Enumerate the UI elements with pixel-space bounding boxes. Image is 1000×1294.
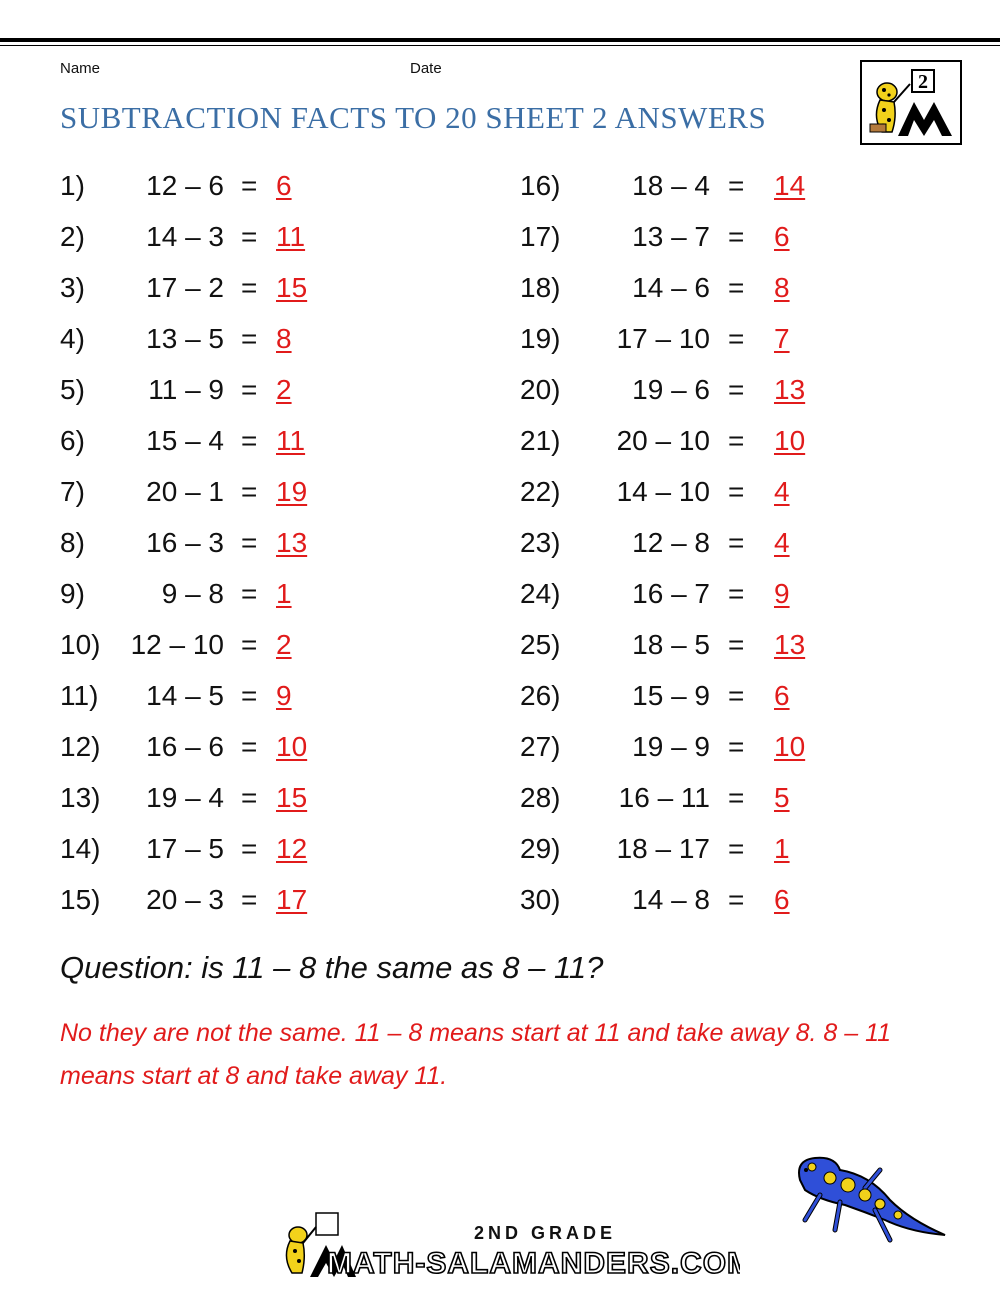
equals-sign: = (241, 476, 258, 507)
equals-sign: = (728, 221, 745, 252)
problem-number: 17) (520, 221, 561, 252)
equals-sign: = (728, 425, 745, 456)
problem-row (0, 778, 1000, 818)
problem-expression: 19 – 9 (632, 731, 710, 762)
problem-number: 12) (60, 731, 101, 762)
equals-sign: = (728, 884, 745, 915)
footer-site-text: MATH-SALAMANDERS.COM (326, 1247, 740, 1280)
footer-logo-art (270, 1205, 740, 1285)
problem-expression: 12 – 8 (632, 527, 710, 558)
problem-answer: 8 (774, 272, 790, 303)
problem-number: 7) (60, 476, 85, 507)
equals-sign: = (728, 833, 745, 864)
problem-answer: 9 (774, 578, 790, 609)
problem-answer: 7 (774, 323, 790, 354)
equals-sign: = (241, 884, 258, 915)
problem-row (0, 319, 1000, 359)
equals-sign: = (728, 731, 745, 762)
equals-sign: = (241, 527, 258, 558)
problem-number: 29) (520, 833, 561, 864)
problem-number: 1) (60, 170, 85, 201)
equals-sign: = (241, 170, 258, 201)
problem-expression: 19 – 4 (146, 782, 224, 813)
problem-answer: 13 (774, 629, 806, 660)
problem-answer: 14 (774, 170, 806, 201)
equals-sign: = (241, 374, 258, 405)
salamander-illustration (780, 1140, 950, 1250)
name-label: Name (60, 60, 101, 77)
problem-row (0, 829, 1000, 869)
problem-expression: 19 – 6 (632, 374, 710, 405)
problem-answer: 10 (276, 731, 308, 762)
equals-sign: = (241, 272, 258, 303)
problem-number: 16) (520, 170, 561, 201)
problem-expression: 14 – 6 (632, 272, 710, 303)
equals-sign: = (241, 833, 258, 864)
problem-number: 5) (60, 374, 85, 405)
problem-row (0, 676, 1000, 716)
problem-number: 14) (60, 833, 101, 864)
problem-answer: 2 (276, 629, 292, 660)
top-rule (0, 38, 1000, 42)
problem-expression: 18 – 4 (632, 170, 710, 201)
problem-answer: 2 (276, 374, 292, 405)
problem-expression: 16 – 11 (618, 782, 710, 813)
problem-row (0, 880, 1000, 920)
problem-number: 6) (60, 425, 85, 456)
equals-sign: = (728, 782, 745, 813)
problem-answer: 10 (774, 425, 806, 456)
problem-number: 25) (520, 629, 561, 660)
problem-number: 20) (520, 374, 561, 405)
problem-number: 27) (520, 731, 561, 762)
date-label: Date (410, 60, 442, 77)
problem-expression: 17 – 2 (146, 272, 224, 303)
problem-number: 22) (520, 476, 561, 507)
problem-answer: 1 (276, 578, 292, 609)
problem-row (0, 217, 1000, 257)
problem-answer: 1 (774, 833, 790, 864)
problem-expression: 11 – 9 (148, 374, 224, 405)
problem-answer: 17 (276, 884, 308, 915)
problem-answer: 6 (774, 221, 790, 252)
equals-sign: = (241, 578, 258, 609)
problem-expression: 16 – 3 (146, 527, 224, 558)
problem-expression: 14 – 5 (146, 680, 224, 711)
grade-logo (860, 60, 962, 145)
problem-number: 3) (60, 272, 85, 303)
top-rule-thin (0, 45, 1000, 46)
problem-expression: 14 – 8 (632, 884, 710, 915)
problem-row (0, 166, 1000, 206)
equals-sign: = (728, 170, 745, 201)
question-text: Question: is 11 – 8 the same as 8 – 11? (60, 950, 604, 985)
problem-number: 11) (60, 680, 99, 711)
problem-row (0, 268, 1000, 308)
problem-answer: 5 (774, 782, 790, 813)
equals-sign: = (728, 272, 745, 303)
equals-sign: = (728, 374, 745, 405)
problem-expression: 17 – 10 (616, 323, 710, 354)
problem-expression: 18 – 5 (632, 629, 710, 660)
problem-number: 2) (60, 221, 85, 252)
worksheet-title: SUBTRACTION FACTS TO 20 SHEET 2 ANSWERS (60, 100, 767, 135)
problem-expression: 14 – 10 (616, 476, 710, 507)
equals-sign: = (241, 425, 258, 456)
problem-answer: 13 (774, 374, 806, 405)
problem-number: 26) (520, 680, 561, 711)
problem-row (0, 727, 1000, 767)
problem-expression: 16 – 7 (632, 578, 710, 609)
problem-number: 18) (520, 272, 561, 303)
footer-grade-text: 2ND GRADE (473, 1223, 617, 1243)
problem-number: 10) (60, 629, 101, 660)
problem-answer: 11 (276, 425, 306, 456)
equals-sign: = (241, 782, 258, 813)
problem-number: 30) (520, 884, 561, 915)
problem-row (0, 625, 1000, 665)
grade-logo-art (862, 62, 960, 143)
problem-expression: 12 – 10 (130, 629, 224, 660)
equals-sign: = (728, 323, 745, 354)
equals-sign: = (241, 629, 258, 660)
problem-expression: 14 – 3 (146, 221, 224, 252)
equals-sign: = (728, 527, 745, 558)
problem-row (0, 523, 1000, 563)
problem-row (0, 421, 1000, 461)
problem-answer: 15 (276, 782, 308, 813)
problem-number: 9) (60, 578, 85, 609)
equals-sign: = (728, 680, 745, 711)
problem-expression: 18 – 17 (616, 833, 710, 864)
equals-sign: = (241, 323, 258, 354)
problem-answer: 11 (276, 221, 306, 252)
equals-sign: = (728, 578, 745, 609)
equals-sign: = (728, 629, 745, 660)
equals-sign: = (241, 680, 258, 711)
problem-expression: 20 – 10 (616, 425, 710, 456)
problem-expression: 12 – 6 (146, 170, 224, 201)
problem-expression: 15 – 9 (632, 680, 710, 711)
problem-expression: 20 – 3 (146, 884, 224, 915)
equals-sign: = (728, 476, 745, 507)
footer-logo (270, 1205, 740, 1285)
problem-number: 21) (520, 425, 561, 456)
problem-expression: 13 – 7 (632, 221, 710, 252)
problem-number: 15) (60, 884, 101, 915)
problem-answer: 12 (276, 833, 308, 864)
grade-digit: 2 (918, 71, 928, 93)
problem-answer: 6 (774, 884, 790, 915)
problem-number: 19) (520, 323, 561, 354)
problem-number: 24) (520, 578, 561, 609)
problem-expression: 20 – 1 (146, 476, 224, 507)
problem-answer: 8 (276, 323, 292, 354)
problem-expression: 16 – 6 (146, 731, 224, 762)
problem-expression: 15 – 4 (146, 425, 224, 456)
problem-expression: 13 – 5 (146, 323, 224, 354)
problem-answer: 4 (774, 476, 790, 507)
problem-expression: 9 – 8 (161, 578, 224, 609)
problem-number: 28) (520, 782, 561, 813)
equals-sign: = (241, 221, 258, 252)
problem-row (0, 472, 1000, 512)
problem-answer: 6 (276, 170, 292, 201)
problem-answer: 19 (276, 476, 308, 507)
problem-answer: 4 (774, 527, 790, 558)
problem-row (0, 370, 1000, 410)
problem-answer: 9 (276, 680, 292, 711)
problem-number: 8) (60, 527, 85, 558)
problem-number: 23) (520, 527, 561, 558)
problem-number: 4) (60, 323, 85, 354)
problem-answer: 10 (774, 731, 806, 762)
problem-number: 13) (60, 782, 101, 813)
problem-expression: 17 – 5 (146, 833, 224, 864)
answer-explanation: No they are not the same. 11 – 8 means start at 11 and take away 8. 8 – 11 means start at 8 and take away 11. (60, 1019, 892, 1090)
problem-answer: 15 (276, 272, 308, 303)
equals-sign: = (241, 731, 258, 762)
problem-answer: 6 (774, 680, 790, 711)
problem-row (0, 574, 1000, 614)
problem-answer: 13 (276, 527, 308, 558)
